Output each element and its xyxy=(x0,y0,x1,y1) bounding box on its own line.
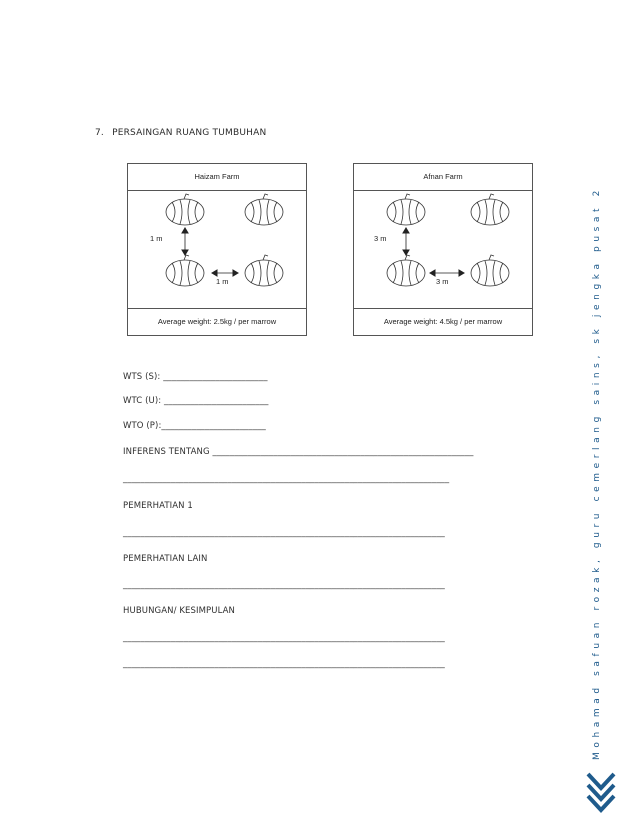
pemerhatian-1-answer-line[interactable]: __________________________________________________________________________ xyxy=(123,528,445,538)
hubungan-label: HUBUNGAN/ KESIMPULAN xyxy=(123,606,235,616)
pemerhatian-lain-label: PEMERHATIAN LAIN xyxy=(123,554,208,564)
wts-field[interactable]: WTS (S): ________________________ xyxy=(123,372,268,382)
farm-title: Afnan Farm xyxy=(354,164,532,191)
marrow-field-diagram xyxy=(354,191,532,309)
marrow-icon xyxy=(245,194,283,225)
double-chevron-down-icon xyxy=(584,770,618,816)
horizontal-arrow xyxy=(212,270,238,276)
marrow-icon xyxy=(471,194,509,225)
farm-title: Haizam Farm xyxy=(128,164,306,191)
horizontal-distance-label: 3 m xyxy=(436,277,449,286)
question-number: 7. xyxy=(95,128,104,138)
farm-panel-haizam xyxy=(127,163,307,336)
horizontal-distance-label: 1 m xyxy=(216,277,229,286)
vertical-distance-label: 3 m xyxy=(374,234,387,243)
wto-field[interactable]: WTO (P):________________________ xyxy=(123,421,266,431)
farm-panel-afnan xyxy=(353,163,533,336)
inferens-answer-line[interactable]: ___________________________________________________________________________ xyxy=(123,474,450,484)
farm-footer: Average weight: 2.5kg / per marrow xyxy=(128,308,306,335)
vertical-distance-label: 1 m xyxy=(150,234,163,243)
wtc-field[interactable]: WTC (U): ________________________ xyxy=(123,396,269,406)
question-title: PERSAINGAN RUANG TUMBUHAN xyxy=(112,128,267,138)
horizontal-arrow xyxy=(430,270,464,276)
marrow-icon xyxy=(245,255,283,286)
marrow-icon xyxy=(387,255,425,286)
question-heading xyxy=(95,128,266,138)
marrow-icon xyxy=(166,194,204,225)
marrow-icon xyxy=(166,255,204,286)
marrow-icon xyxy=(471,255,509,286)
side-credit-text: Mohamad safuan rozak, guru cemerlang sains, sk jengka pusat 2 xyxy=(592,186,602,760)
vertical-arrow xyxy=(182,228,188,255)
marrow-icon xyxy=(387,194,425,225)
hubungan-answer-line-1[interactable]: __________________________________________________________________________ xyxy=(123,633,445,643)
farm-footer: Average weight: 4.5kg / per marrow xyxy=(354,308,532,335)
marrow-field-diagram xyxy=(128,191,306,309)
vertical-arrow xyxy=(403,228,409,255)
pemerhatian-1-label: PEMERHATIAN 1 xyxy=(123,501,193,511)
inferens-field[interactable]: INFERENS TENTANG ____________________________________________________________ xyxy=(123,447,474,457)
pemerhatian-lain-answer-line[interactable]: __________________________________________________________________________ xyxy=(123,580,445,590)
hubungan-answer-line-2[interactable]: __________________________________________________________________________ xyxy=(123,659,445,669)
